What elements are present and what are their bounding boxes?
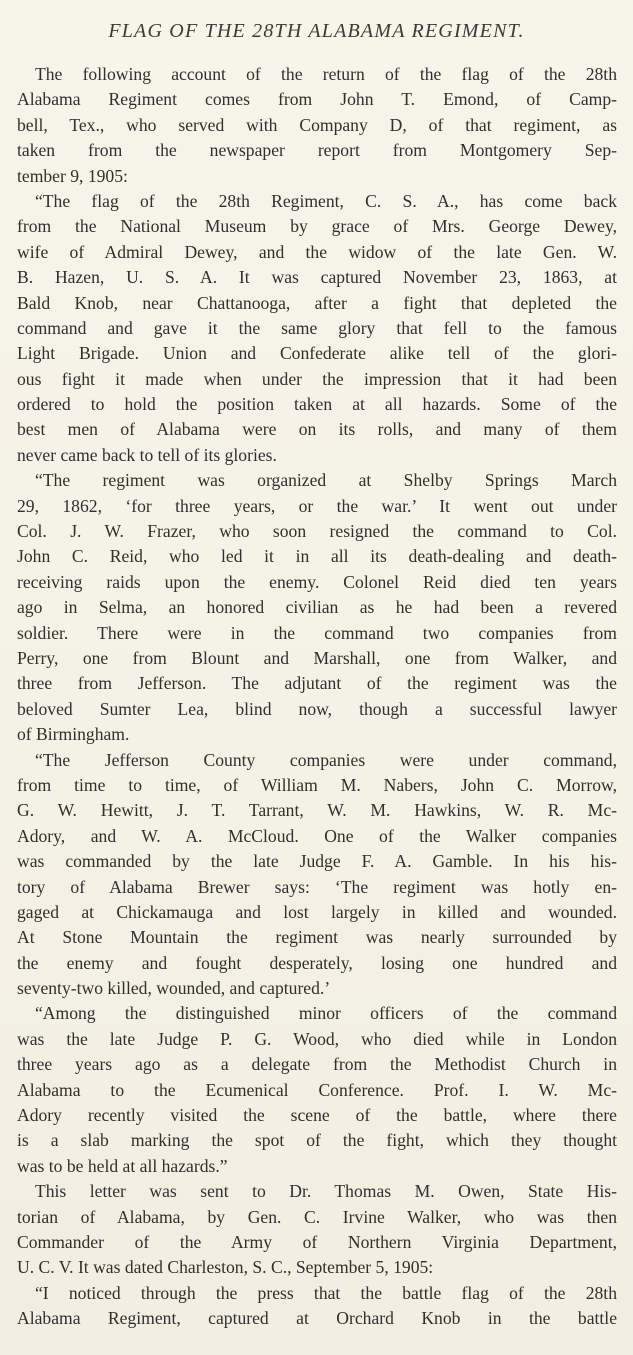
text-line: ago in Selma, an honored civilian as he had been a revered bbox=[17, 597, 617, 618]
text-line: Col. J. W. Frazer, who soon resigned the command to Col. bbox=[17, 521, 617, 542]
text-line: The following account of the return of the flag of the 28th bbox=[35, 64, 617, 84]
text-line: taken from the newspaper report from Montgomery Sep- bbox=[17, 140, 617, 161]
text-line: was commanded by the late Judge F. A. Gamble. In his his- bbox=[17, 851, 617, 872]
text-line: tory of Alabama Brewer says: ‘The regiment was hotly en- bbox=[17, 876, 617, 897]
text-line: Adory, and W. A. McCloud. One of the Walker companies bbox=[17, 825, 617, 846]
text-line: Perry, one from Blount and Marshall, one from Walker, and bbox=[17, 647, 617, 668]
text-line: bell, Tex., who served with Company D, of that regiment, as bbox=[17, 114, 617, 135]
text-line: “I noticed through the press that the battle flag of the 28th bbox=[35, 1282, 617, 1303]
text-line: command and gave it the same glory that fell to the famous bbox=[17, 317, 617, 338]
text-line: seventy-two killed, wounded, and captured.’ bbox=[17, 978, 331, 999]
text-line: Commander of the Army of Northern Virginia Department, bbox=[17, 1231, 617, 1252]
text-line: beloved Sumter Lea, blind now, though a successful lawyer bbox=[17, 698, 617, 719]
text-line: from the National Museum by grace of Mrs. George Dewey, bbox=[17, 216, 617, 237]
text-line: ous fight it made when under the impression that it had been bbox=[17, 368, 617, 389]
text-line: three from Jefferson. The adjutant of the regiment was the bbox=[17, 673, 617, 694]
text-line: “The Jefferson County companies were under command, bbox=[35, 749, 617, 770]
text-line: Alabama Regiment comes from John T. Emond, of Camp- bbox=[17, 89, 617, 110]
text-line: tember 9, 1905: bbox=[17, 165, 128, 186]
text-line: best men of Alabama were on its rolls, and many of them bbox=[17, 419, 617, 440]
page-title: FLAG OF THE 28TH ALABAMA REGIMENT. bbox=[108, 20, 525, 42]
text-line: Alabama Regiment, captured at Orchard Knob in the battle bbox=[17, 1308, 617, 1329]
text-line: of Birmingham. bbox=[17, 724, 130, 745]
text-line: “Among the distinguished minor officers of the command bbox=[35, 1003, 617, 1024]
text-line: At Stone Mountain the regiment was nearly surrounded by bbox=[17, 927, 617, 948]
text-line: John C. Reid, who led it in all its death-dealing and death- bbox=[17, 546, 617, 567]
text-line: B. Hazen, U. S. A. It was captured November 23, 1863, at bbox=[17, 267, 617, 288]
text-line: Bald Knob, near Chattanooga, after a fight that depleted the bbox=[17, 292, 617, 313]
text-line: the enemy and fought desperately, losing one hundred and bbox=[17, 952, 617, 973]
text-line: gaged at Chickamauga and lost largely in killed and wounded. bbox=[17, 901, 617, 922]
text-line: G. W. Hewitt, J. T. Tarrant, W. M. Hawkins, W. R. Mc- bbox=[17, 800, 617, 821]
text-line: is a slab marking the spot of the fight, which they thought bbox=[17, 1130, 617, 1151]
text-line: three years ago as a delegate from the Methodist Church in bbox=[17, 1054, 617, 1075]
text-line: from time to time, of William M. Nabers, John C. Morrow, bbox=[17, 774, 617, 795]
text-line: This letter was sent to Dr. Thomas M. Owen, State His- bbox=[35, 1181, 617, 1202]
text-line: was to be held at all hazards.” bbox=[17, 1155, 228, 1176]
text-line: Alabama to the Ecumenical Conference. Prof. I. W. Mc- bbox=[17, 1079, 617, 1100]
text-line: Adory recently visited the scene of the battle, where there bbox=[17, 1105, 617, 1126]
text-line: “The flag of the 28th Regiment, C. S. A., has come back bbox=[35, 190, 617, 211]
text-line: soldier. There were in the command two companies from bbox=[17, 622, 617, 643]
text-line: was the late Judge P. G. Wood, who died while in London bbox=[17, 1028, 617, 1049]
text-line: receiving raids upon the enemy. Colonel Reid died ten years bbox=[17, 571, 617, 592]
text-line: 29, 1862, ‘for three years, or the war.’ It went out under bbox=[17, 495, 617, 516]
text-line: never came back to tell of its glories. bbox=[17, 444, 277, 465]
article-body bbox=[17, 62, 617, 1332]
text-line: ordered to hold the position taken at all hazards. Some of the bbox=[17, 394, 617, 415]
text-line: torian of Alabama, by Gen. C. Irvine Walker, who was then bbox=[17, 1206, 617, 1227]
text-line: Light Brigade. Union and Confederate alike tell of the glori- bbox=[17, 343, 617, 364]
text-line: “The regiment was organized at Shelby Springs March bbox=[35, 470, 617, 491]
text-line: wife of Admiral Dewey, and the widow of the late Gen. W. bbox=[17, 241, 617, 262]
text-line: U. C. V. It was dated Charleston, S. C., September 5, 1905: bbox=[17, 1257, 434, 1278]
